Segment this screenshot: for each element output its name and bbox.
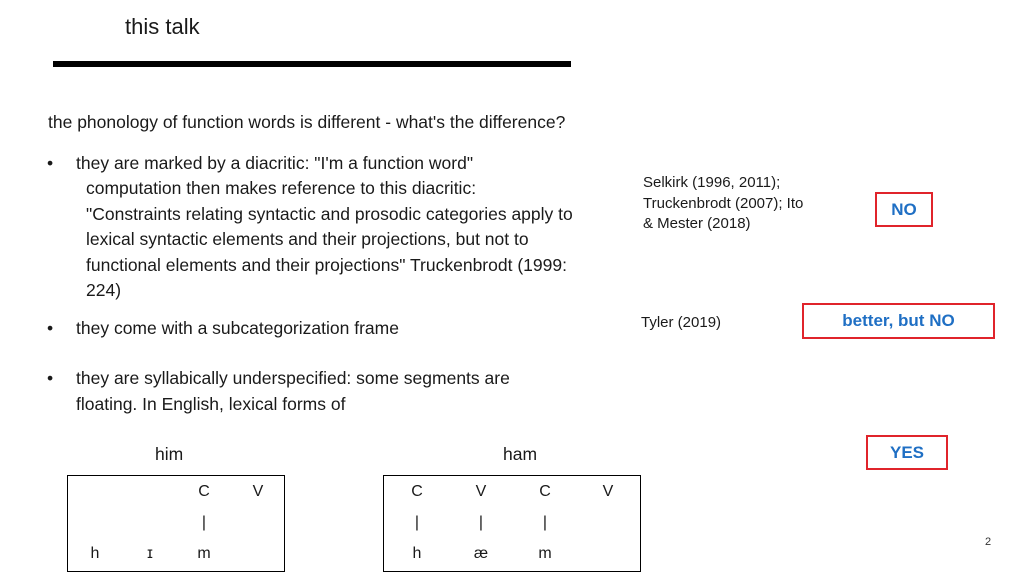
verdict-badge-1: NO [875, 192, 933, 227]
bullet-3-line: they are syllabically underspecified: some segments are [76, 368, 510, 388]
association-line: | [201, 514, 207, 531]
association-line: | [414, 514, 420, 531]
skeleton-slot: V [602, 483, 614, 500]
bullet-1-subline: computation then makes reference to this diacritic: [86, 178, 477, 198]
skeleton-slot: V [475, 483, 487, 500]
syllable-structure-ham [383, 475, 641, 572]
example-word-ham: ham [503, 444, 538, 464]
bullet-1-text: they are marked by a diacritic: "I'm a function word" [76, 153, 474, 173]
bullet-3-line: floating. In English, lexical forms of [76, 393, 346, 414]
bullet-1-subline: functional elements and their projections" Truckenbrodt (1999: [86, 254, 567, 275]
bullet-1-subline: "Constraints relating syntactic and prosodic categories apply to [86, 203, 573, 224]
skeleton-slot: C [539, 483, 551, 500]
skeleton-slot: V [252, 483, 264, 500]
bullet-marker-2: • [47, 318, 54, 338]
segment: m [538, 545, 552, 562]
syllable-structure-him [67, 475, 285, 572]
segment: æ [473, 545, 489, 562]
skeleton-slot: C [198, 483, 210, 500]
page-number: 2 [985, 536, 992, 548]
verdict-badge-2: better, but NO [802, 303, 995, 339]
title-divider [53, 61, 571, 67]
segment: h [412, 545, 422, 562]
segment: ɪ [147, 545, 153, 562]
example-word-him: him [155, 444, 184, 464]
slide-title: this talk [125, 14, 200, 39]
association-line: | [542, 514, 548, 531]
bullet-1-subline: 224) [86, 280, 122, 300]
association-line: | [478, 514, 484, 531]
bullet-marker-1: • [47, 153, 54, 173]
bullet-marker-3: • [47, 368, 54, 388]
intro-question: the phonology of function words is different - what's the difference? [48, 112, 566, 132]
bullet-3-text [76, 366, 510, 417]
bullet-2-reference: Tyler (2019) [641, 314, 722, 331]
bullet-1-subline: lexical syntactic elements and their projections, but not to [86, 229, 529, 249]
segment: m [197, 545, 211, 562]
bullet-1-sublines [86, 176, 573, 304]
bullet-1-reference: Selkirk (1996, 2011); Truckenbrodt (2007); Ito & Mester (2018) [643, 174, 804, 232]
segment: h [90, 545, 100, 562]
skeleton-slot: C [411, 483, 423, 500]
bullet-2-text: they come with a subcategorization frame [76, 318, 399, 338]
verdict-badge-3: YES [866, 435, 948, 470]
